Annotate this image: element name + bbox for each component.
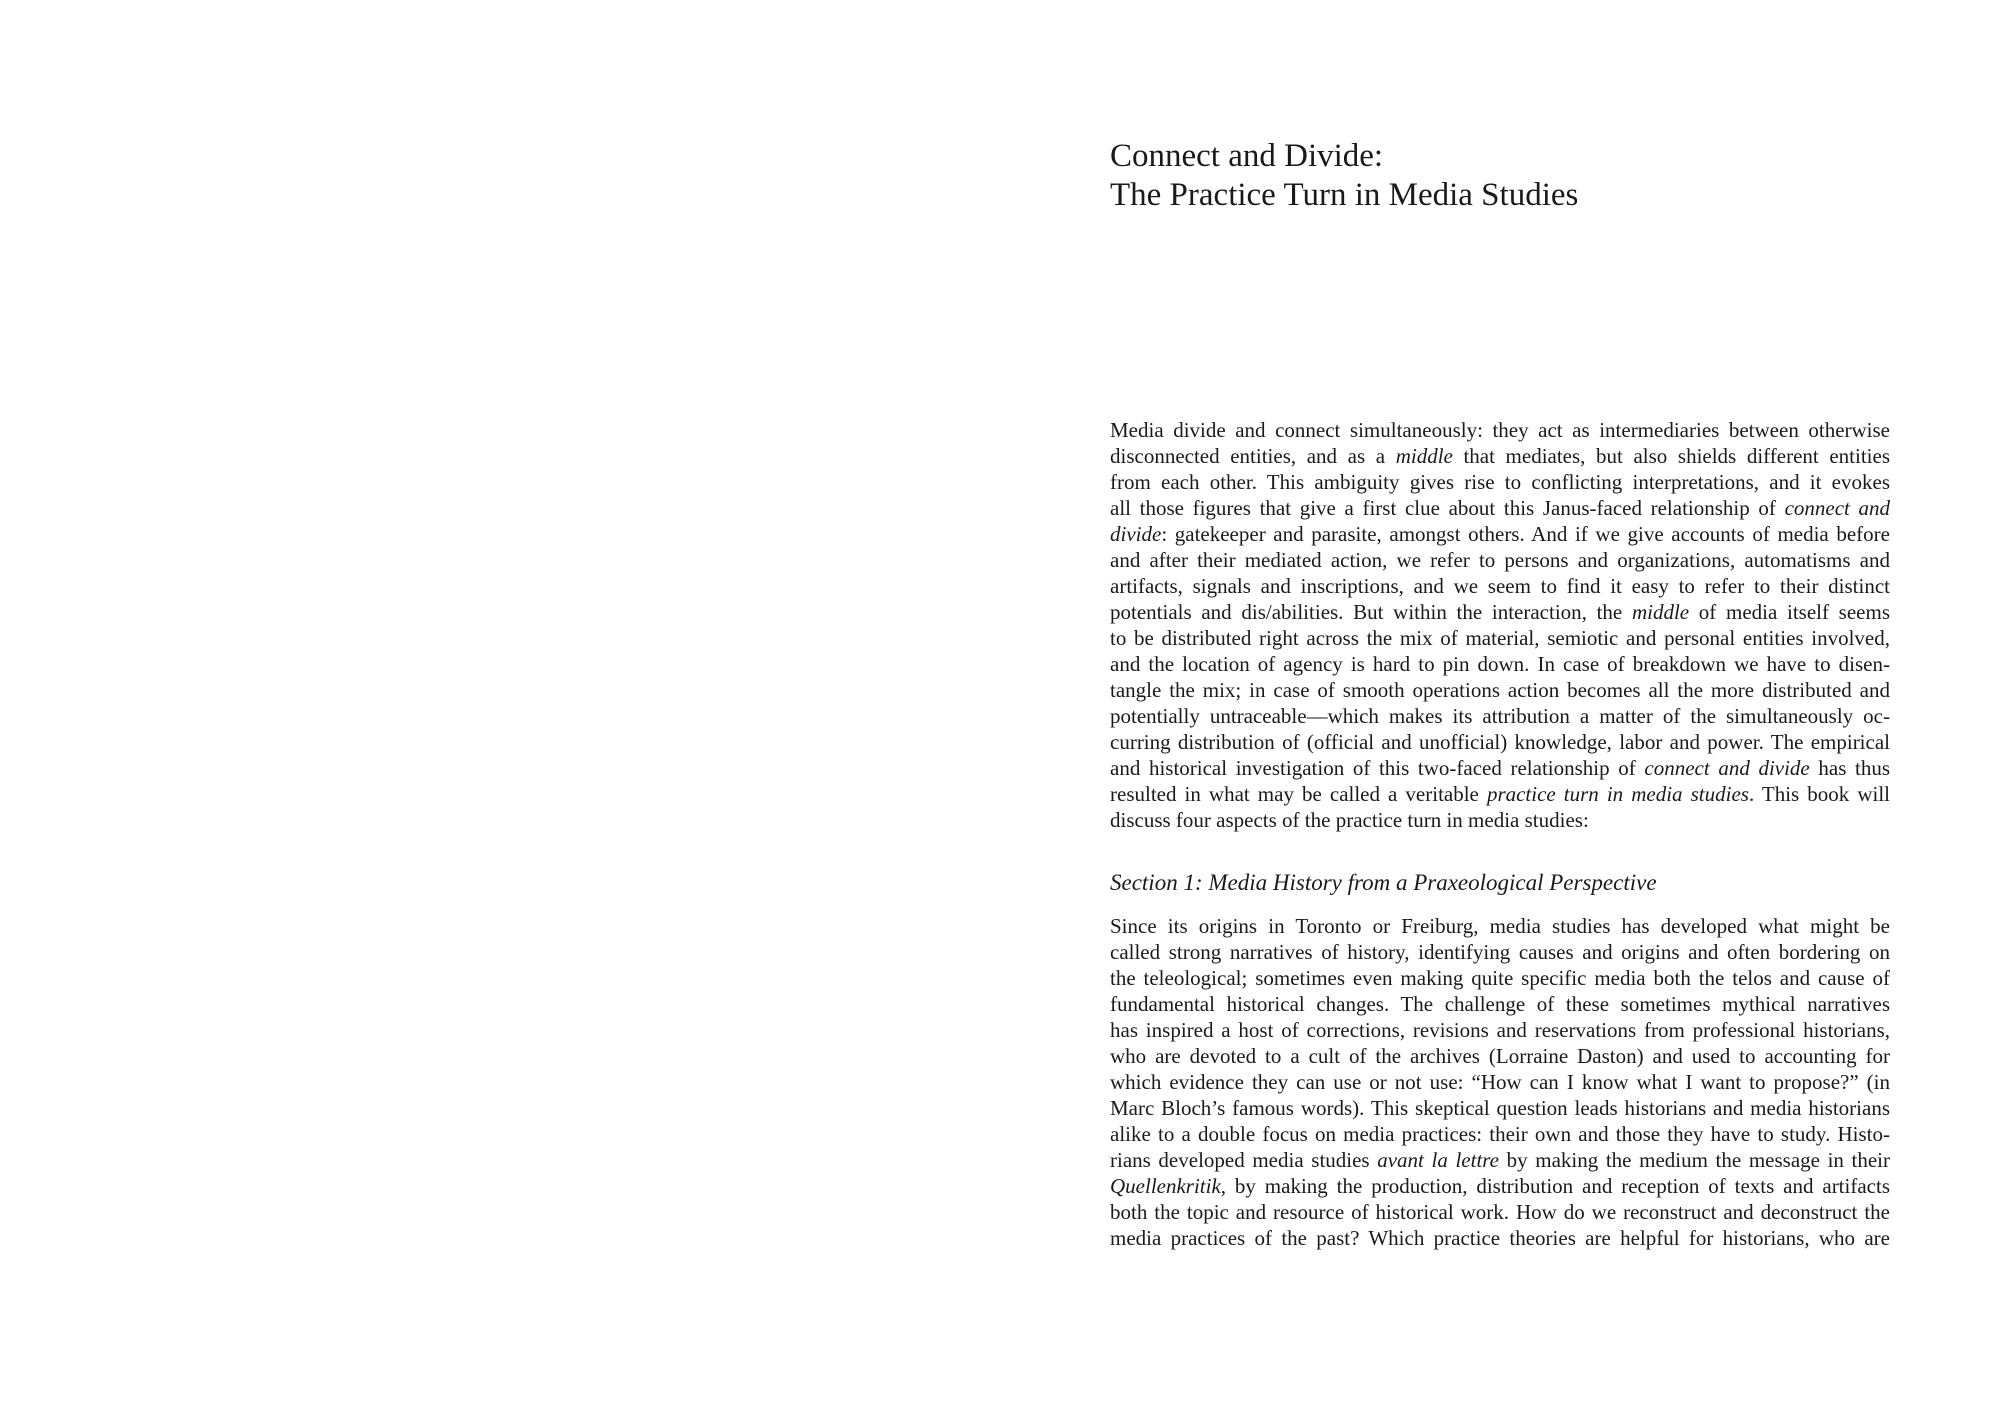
text-line: from each other. This ambiguity gives rise to conflicting interpretations, and it evokes xyxy=(1110,470,1890,494)
text-line: and after their mediated action, we refer to persons and organizations, automatisms and xyxy=(1110,548,1890,572)
text-line: Since its origins in Toronto or Freiburg, media studies has developed what might be xyxy=(1110,914,1890,938)
text-line: disconnected entities, and as a middle that mediates, but also shields different entities xyxy=(1110,444,1891,468)
section-1-heading: Section 1: Media History from a Praxeological Perspective xyxy=(1110,870,1657,895)
text-line: the teleological; sometimes even making quite specific media both the telos and cause of xyxy=(1110,966,1890,990)
text-line: curring distribution of (official and unofficial) knowledge, labor and power. The empirical xyxy=(1110,730,1890,754)
text-line: Quellenkritik, by making the production, distribution and reception of texts and artifacts xyxy=(1110,1174,1890,1198)
text-line: alike to a double focus on media practices: their own and those they have to study. Histo- xyxy=(1110,1122,1890,1146)
text-line: called strong narratives of history, identifying causes and origins and often bordering on xyxy=(1110,940,1890,964)
text-line: and the location of agency is hard to pin down. In case of breakdown we have to disen- xyxy=(1110,652,1890,676)
text-line: potentially untraceable—which makes its attribution a matter of the simultaneously oc- xyxy=(1110,704,1890,728)
text-line: to be distributed right across the mix of material, semiotic and personal entities involved, xyxy=(1110,626,1890,650)
text-line: artifacts, signals and inscriptions, and we seem to find it easy to refer to their distinct xyxy=(1110,574,1890,598)
text-line: discuss four aspects of the practice turn in media studies: xyxy=(1110,808,1589,832)
text-line: resulted in what may be called a veritable practice turn in media studies. This book will xyxy=(1110,782,1890,806)
text-line: all those figures that give a first clue about this Janus-faced relationship of connect and xyxy=(1110,496,1891,520)
page-title-line-1: Connect and Divide: xyxy=(1110,138,1384,174)
text-line: has inspired a host of corrections, revisions and reservations from professional historians, xyxy=(1110,1018,1890,1042)
text-line: Marc Bloch’s famous words). This skeptical question leads historians and media historians xyxy=(1110,1096,1890,1120)
text-line: both the topic and resource of historical work. How do we reconstruct and deconstruct the xyxy=(1110,1200,1890,1224)
page-title-line-2: The Practice Turn in Media Studies xyxy=(1110,177,1579,213)
text-line: and historical investigation of this two-faced relationship of connect and divide has thus xyxy=(1110,756,1891,780)
intro-paragraph xyxy=(1110,417,1890,833)
text-line: potentials and dis/abilities. But within the interaction, the middle of media itself seems xyxy=(1110,600,1890,624)
text-line: who are devoted to a cult of the archives (Lorraine Daston) and used to accounting for xyxy=(1110,1044,1890,1068)
text-line: tangle the mix; in case of smooth operations action becomes all the more distributed and xyxy=(1110,678,1890,702)
section-1-paragraph xyxy=(1110,913,1890,1251)
text-line: which evidence they can use or not use: “How can I know what I want to propose?” (in xyxy=(1110,1070,1890,1094)
text-line: media practices of the past? Which practice theories are helpful for historians, who are xyxy=(1110,1226,1890,1250)
text-line: Media divide and connect simultaneously: they act as intermediaries between otherwise xyxy=(1110,418,1890,442)
text-line: fundamental historical changes. The challenge of these sometimes mythical narratives xyxy=(1110,992,1890,1016)
text-line: rians developed media studies avant la lettre by making the medium the message in their xyxy=(1110,1148,1891,1172)
page-title xyxy=(1110,137,1578,215)
text-line: divide: gatekeeper and parasite, amongst others. And if we give accounts of media before xyxy=(1110,522,1890,546)
